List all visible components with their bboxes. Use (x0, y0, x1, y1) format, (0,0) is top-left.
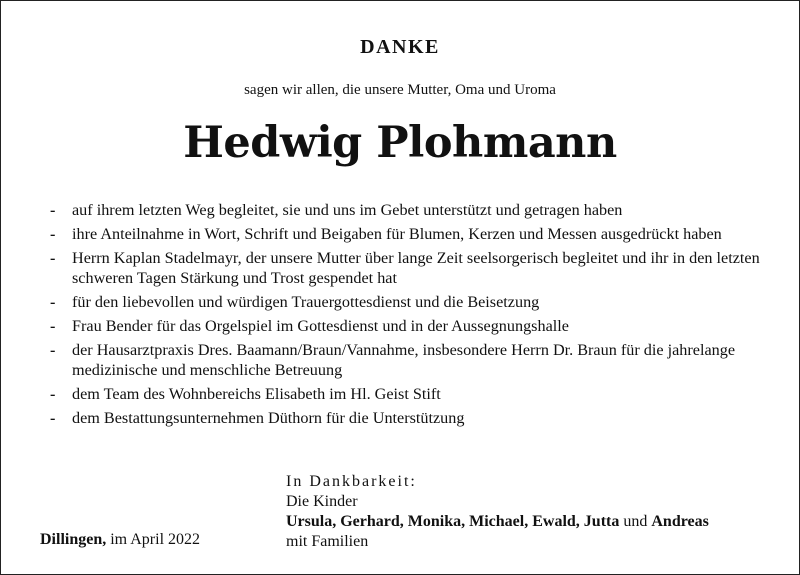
list-item (50, 200, 770, 220)
dash-bullet: - (50, 409, 56, 427)
name-separator: , (461, 513, 470, 530)
list-item (50, 224, 770, 244)
list-item-text: ihre Anteilnahme in Wort, Schrift und Beigaben für Blumen, Kerzen und Messen ausgedrückt haben (72, 225, 722, 243)
child-name: Jutta (583, 513, 620, 530)
names-conjunction: und (623, 513, 648, 530)
list-item-text: dem Team des Wohnbereichs Elisabeth im Hl. Geist Stift (72, 385, 441, 403)
thanks-list (50, 200, 770, 432)
closing-line: Die Kinder (286, 493, 358, 510)
name-separator: , (332, 513, 341, 530)
children-names (286, 512, 796, 532)
closing-greeting: In Dankbarkeit: (286, 473, 417, 490)
list-item (50, 292, 770, 312)
name-separator: , (399, 513, 408, 530)
name-separator: , (575, 513, 584, 530)
dash-bullet: - (50, 249, 56, 267)
child-name: Michael (469, 513, 525, 530)
closing-block (286, 472, 796, 552)
name-separator: , (524, 513, 533, 530)
list-item-text: Herrn Kaplan Stadelmayr, der unsere Mutter über lange Zeit seelsorgerisch begleitet und ihr in den letzten schweren Tagen Stärkung und Trost gespendet hat (72, 249, 760, 287)
dash-bullet: - (50, 341, 56, 359)
list-item (50, 384, 770, 404)
closing-suffix: mit Familien (286, 533, 369, 550)
list-item-text: Frau Bender für das Orgelspiel im Gottesdienst und in der Aussegnungshalle (72, 317, 569, 335)
child-name: Monika (407, 513, 462, 530)
dash-bullet: - (50, 317, 56, 335)
child-name: Ursula (286, 513, 333, 530)
list-item-text: der Hausarztpraxis Dres. Baamann/Braun/Vannahme, insbesondere Herrn Dr. Braun für die jahrelange medizinische und menschliche Betreuung (72, 341, 735, 379)
dash-bullet: - (50, 385, 56, 403)
notice-heading: DANKE (360, 36, 440, 58)
child-name: Andreas (651, 513, 709, 530)
child-name: Ewald (532, 513, 576, 530)
deceased-name: Hedwig Plohmann (183, 118, 617, 168)
list-item-text: für den liebevollen und würdigen Trauergottesdienst und die Beisetzung (72, 293, 540, 311)
child-name: Gerhard (340, 513, 400, 530)
list-item (50, 248, 770, 288)
list-item (50, 408, 770, 428)
list-item-text: dem Bestattungsunternehmen Düthorn für die Unterstützung (72, 409, 465, 427)
dash-bullet: - (50, 293, 56, 311)
list-item-text: auf ihrem letzten Weg begleitet, sie und uns im Gebet unterstützt und getragen haben (72, 201, 623, 219)
list-item (50, 316, 770, 336)
dash-bullet: - (50, 225, 56, 243)
place-date (40, 531, 200, 549)
notice-intro: sagen wir allen, die unsere Mutter, Oma und Uroma (244, 82, 556, 98)
list-item (50, 340, 770, 380)
dash-bullet: - (50, 201, 56, 219)
date: im April 2022 (110, 531, 201, 548)
place: Dillingen, (40, 531, 107, 548)
